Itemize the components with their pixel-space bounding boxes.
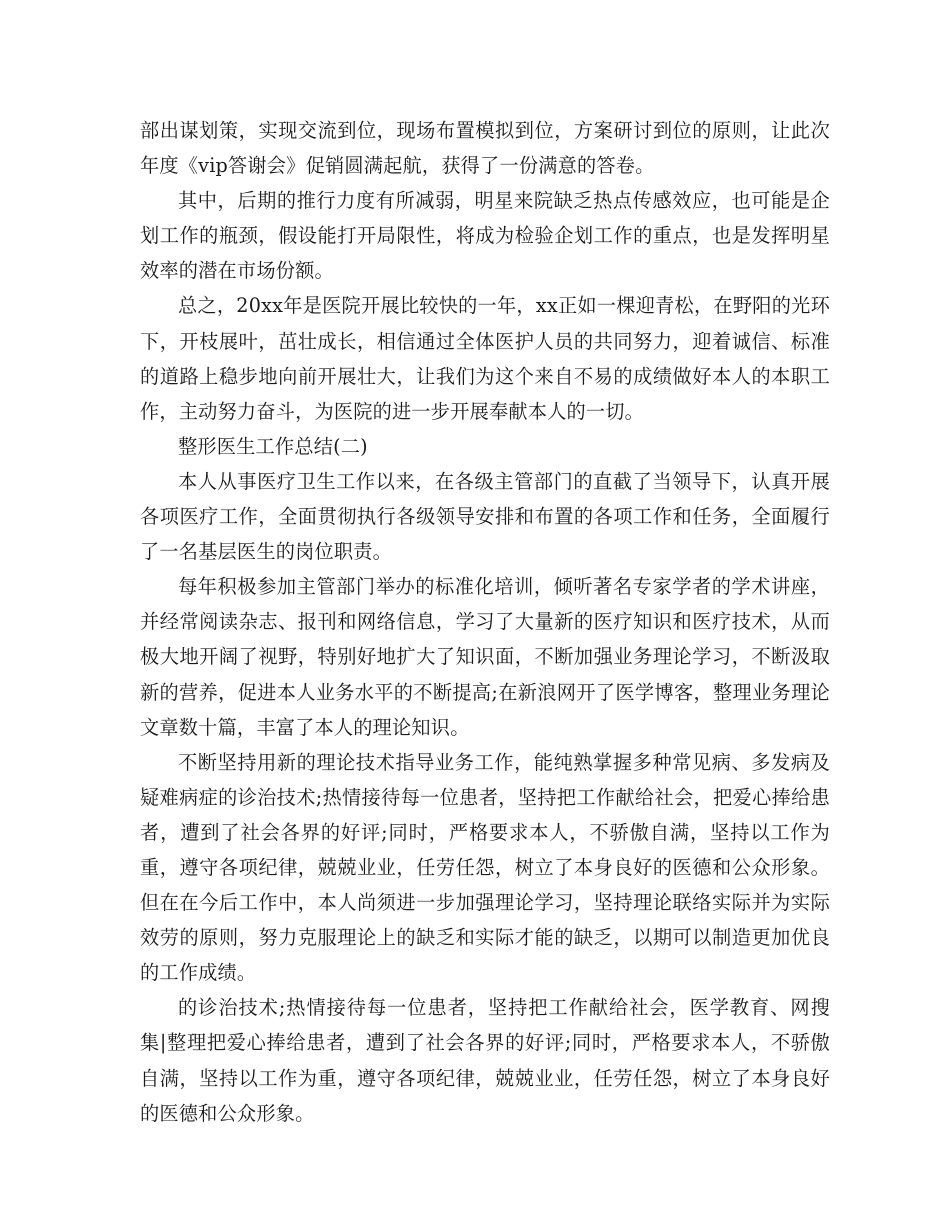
paragraph: 不断坚持用新的理论技术指导业务工作，能纯熟掌握多种常见病、多发病及疑难病症的诊治技术;热情接待每一位患者，坚持把工作献给社会，把爱心捧给患者，遭到了社会各界的好评;同时，严格要求本人，不骄傲自满，坚持以工作为重，遵守各项纪律，兢兢业业，任劳任怨，树立了本身良好的医德和公众形象。但在在今后工作中，本人尚须进一步加强理论学习，坚持理论联络实际并为实际效劳的原则，努力克服理论上的缺乏和实际才能的缺乏，以期可以制造更加优良的工作成绩。 (140, 750, 830, 985)
paragraph: 的诊治技术;热情接待每一位患者，坚持把工作献给社会，医学教育、网搜集|整理把爱心捧给患者，遭到了社会各界的好评;同时，严格要求本人，不骄傲自满，坚持以工作为重，遵守各项纪律，兢兢业业，任劳任怨，树立了本身良好的医德和公众形象。 (140, 996, 830, 1125)
paragraph: 其中，后期的推行力度有所减弱，明星来院缺乏热点传感效应，也可能是企划工作的瓶颈，假设能打开局限性，将成为检验企划工作的重点，也是发挥明星效率的潜在市场份额。 (140, 189, 830, 283)
paragraph: 总之，20xx年是医院开展比较快的一年，xx正如一棵迎青松，在野阳的光环下，开枝展叶，茁壮成长，相信通过全体医护人员的共同努力，迎着诚信、标准的道路上稳步地向前开展壮大，让我们为这个来自不易的成绩做好本人的本职工作，主动努力奋斗，为医院的进一步开展奉献本人的一切。 (140, 294, 830, 423)
paragraph-continued: 部出谋划策，实现交流到位，现场布置模拟到位，方案研讨到位的原则，让此次年度《vip答谢会》促销圆满起航，获得了一份满意的答卷。 (140, 119, 830, 178)
section-heading: 整形医生工作总结(二) (178, 434, 368, 458)
paragraph: 每年积极参加主管部门举办的标准化培训，倾听著名专家学者的学术讲座，并经常阅读杂志、报刊和网络信息，学习了大量新的医疗知识和医疗技术，从而极大地开阔了视野，特别好地扩大了知识面，不断加强业务理论学习，不断汲取新的营养，促进本人业务水平的不断提高;在新浪网开了医学博客，整理业务理论文章数十篇，丰富了本人的理论知识。 (140, 575, 830, 739)
document-body (140, 113, 830, 1131)
paragraph: 本人从事医疗卫生工作以来，在各级主管部门的直截了当领导下，认真开展各项医疗工作，全面贯彻执行各级领导安排和布置的各项工作和任务，全面履行了一名基层医生的岗位职责。 (140, 469, 830, 564)
